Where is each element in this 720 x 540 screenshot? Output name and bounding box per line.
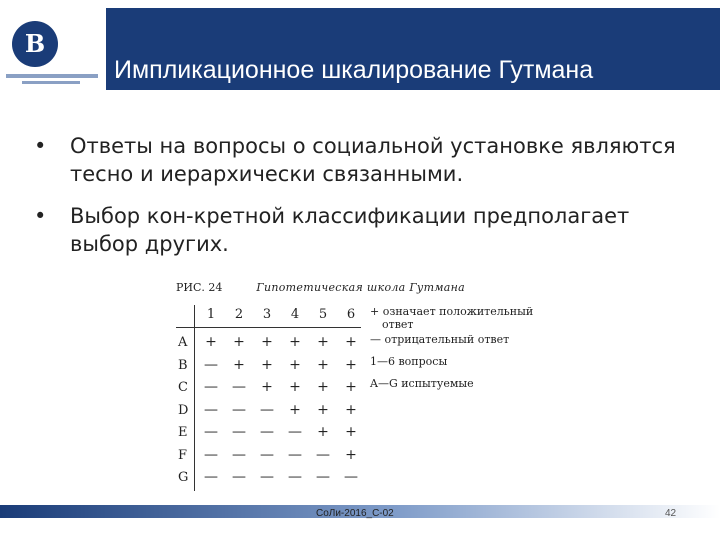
table-cell: + xyxy=(317,424,329,440)
table-cell: + xyxy=(345,401,357,418)
legend-line: ответ xyxy=(382,318,414,331)
table-cell: — xyxy=(232,424,246,440)
table-cell: + xyxy=(317,334,329,350)
column-header: 2 xyxy=(234,307,244,322)
table-row-rule xyxy=(194,305,195,491)
table-cell: — xyxy=(204,469,218,485)
table-cell: + xyxy=(345,379,357,395)
row-label: C xyxy=(178,380,188,395)
bullet-text: Выбор кон-кретной классификации предполагает выбор других. xyxy=(70,204,630,256)
column-header: 4 xyxy=(290,307,300,322)
bullet-item-1 xyxy=(30,132,700,188)
table-cell: — xyxy=(316,469,330,485)
table-cell: + xyxy=(289,401,301,418)
table-cell: — xyxy=(344,469,358,485)
table-cell: + xyxy=(261,356,273,373)
table-cell: — xyxy=(288,469,302,485)
table-cell: — xyxy=(204,356,218,373)
table-cell: — xyxy=(204,446,218,463)
table-cell: — xyxy=(260,469,274,485)
table-cell: + xyxy=(289,356,301,373)
table-cell: + xyxy=(233,334,245,350)
table-cell: + xyxy=(345,446,357,463)
table-cell: + xyxy=(345,334,357,350)
header xyxy=(0,0,720,100)
table-cell: — xyxy=(288,424,302,440)
logo-letters: В xyxy=(24,29,46,58)
table-cell: — xyxy=(260,401,274,418)
table-cell: — xyxy=(232,401,246,418)
table-cell: + xyxy=(345,356,357,373)
logo-caption-line-2 xyxy=(22,81,80,84)
table-cell: — xyxy=(260,446,274,463)
table-cell: — xyxy=(232,379,246,395)
table-cell: + xyxy=(317,356,329,373)
logo-caption-line-1 xyxy=(6,74,98,78)
footer-code: СоЛи-2016_С-02 xyxy=(316,508,394,519)
bullet-text: Ответы на вопросы о социальной установке являются тесно и иерархически связанными. xyxy=(70,134,676,186)
row-label: A xyxy=(178,335,188,350)
table-cell: + xyxy=(205,334,217,350)
table-cell: + xyxy=(317,379,329,395)
figure-caption-label: РИС. 24 xyxy=(176,281,223,294)
title-divider xyxy=(104,8,106,90)
table-cell: + xyxy=(261,334,273,350)
row-label: E xyxy=(178,425,188,440)
column-header: 3 xyxy=(262,307,272,322)
legend-line: A—G испытуемые xyxy=(370,377,474,390)
table-cell: — xyxy=(204,401,218,418)
row-label: D xyxy=(178,402,189,418)
table-cell: — xyxy=(260,424,274,440)
table-cell: + xyxy=(289,379,301,395)
guttman-scale-figure xyxy=(176,281,556,491)
bullet-list xyxy=(30,132,700,272)
table-cell: — xyxy=(232,469,246,485)
logo xyxy=(0,8,104,90)
legend-line: 1—6 вопросы xyxy=(370,355,448,368)
row-label: F xyxy=(178,447,188,463)
column-header: 1 xyxy=(206,307,216,322)
table-cell: — xyxy=(204,424,218,440)
figure-caption xyxy=(176,281,465,294)
legend-line: — отрицательный ответ xyxy=(370,333,510,346)
bullet-marker: • xyxy=(34,204,47,228)
table-cell: + xyxy=(345,424,357,440)
table-cell: + xyxy=(233,356,245,373)
row-label: B xyxy=(178,357,188,373)
page-number: 42 xyxy=(665,508,677,519)
figure-caption-title: Гипотетическая школа Гутмана xyxy=(256,281,466,294)
column-header: 5 xyxy=(318,307,328,322)
row-label: G xyxy=(178,470,189,485)
bullet-item-2 xyxy=(30,202,700,258)
table-cell: + xyxy=(261,379,273,395)
table-cell: — xyxy=(316,446,330,463)
bullet-marker: • xyxy=(34,134,47,158)
table-cell: + xyxy=(317,401,329,418)
table-cell: — xyxy=(204,379,218,395)
table-header-rule xyxy=(176,327,361,328)
table-cell: + xyxy=(289,334,301,350)
table-cell: — xyxy=(232,446,246,463)
column-header: 6 xyxy=(346,307,356,322)
logo-emblem-icon xyxy=(12,21,58,67)
table-cell: — xyxy=(288,446,302,463)
legend-line: + означает положительный xyxy=(370,305,534,318)
slide-title: Импликационное шкалирование Гутмана xyxy=(114,56,594,84)
